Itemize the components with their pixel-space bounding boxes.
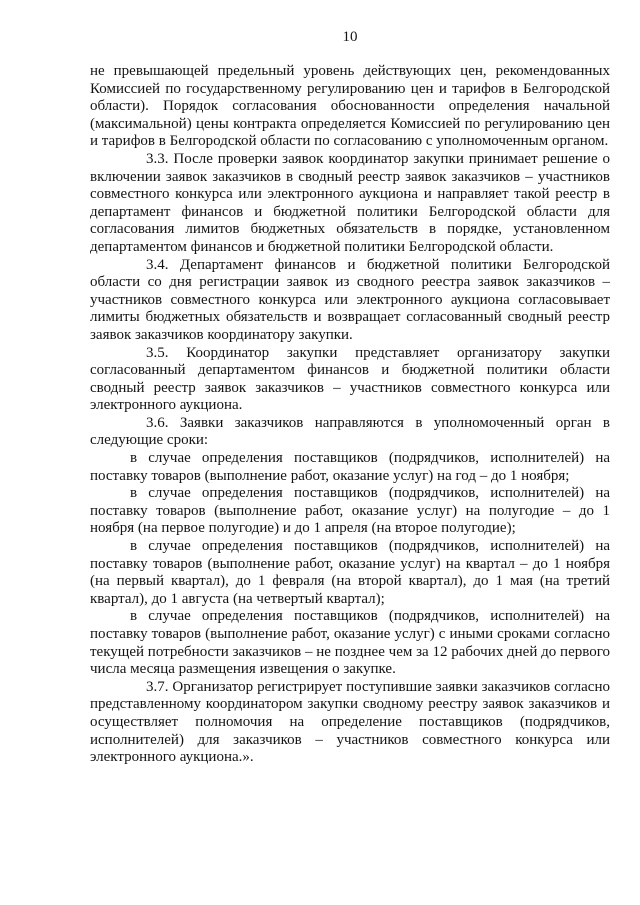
deadline-item-half-year: в случае определения поставщиков (подрядчиков, исполнителей) на поставку товаров (выполнение работ, оказание услуг) на полугодие – до 1 ноября (на первое полугодие) и до 1 апреля (на второе полугодие); — [90, 485, 610, 537]
deadline-item-other-terms: в случае определения поставщиков (подрядчиков, исполнителей) на поставку товаров (выполнение работ, оказание услуг) с иными сроками согласно текущей потребности заказчиков – не позднее чем за 12 рабочих дней до первого числа месяца размещения извещения о закупке. — [90, 608, 610, 678]
deadline-item-year: в случае определения поставщиков (подрядчиков, исполнителей) на поставку товаров (выполнение работ, оказание услуг) на год – до 1 ноября; — [90, 450, 610, 484]
paragraph-3-5: 3.5. Координатор закупки представляет организатору закупки согласованный департаментом финансов и бюджетной политики области сводный реестр заявок заказчиков – участников совместного конкурса или электронного аукциона. — [90, 344, 610, 414]
deadline-item-quarter: в случае определения поставщиков (подрядчиков, исполнителей) на поставку товаров (выполнение работ, оказание услуг) на квартал – до 1 ноября (на первый квартал), до 1 февраля (на второй квартал), до 1 мая (на третий квартал), до 1 августа (на четвертый квартал); — [90, 538, 610, 607]
paragraph-price-continuation: не превышающей предельный уровень действующих цен, рекомендованных Комиссией по государственному регулированию цен и тарифов в Белгородской области). Порядок согласования обоснованности определения начальной (максимальной) цены контракта определяется Комиссией по регулированию цен и тарифов в Белгородской области по согласованию с уполномоченным органом. — [90, 63, 610, 150]
paragraph-3-4: 3.4. Департамент финансов и бюджетной политики Белгородской области со дня регистрации заявок из сводного реестра заявок заказчиков – участников совместного конкурса или электронного аукциона согласовывает лимиты бюджетных обязательств и возвращает согласованный сводный реестр заявок заказчиков координатору закупки. — [90, 256, 610, 343]
document-body — [90, 63, 610, 767]
page-number: 10 — [342, 29, 358, 45]
paragraph-3-3: 3.3. После проверки заявок координатор закупки принимает решение о включении заявок заказчиков в сводный реестр заявок заказчиков – участников совместного конкурса или электронного аукциона и направляет такой реестр в департамент финансов и бюджетной политики Белгородской области для согласования лимитов бюджетных обязательств в порядке, установленном департаментом финансов и бюджетной политики Белгородской области. — [90, 150, 610, 255]
paragraph-3-6: 3.6. Заявки заказчиков направляются в уполномоченный орган в следующие сроки: — [90, 414, 610, 449]
paragraph-3-7: 3.7. Организатор регистрирует поступившие заявки заказчиков согласно представленному координатором закупки сводному реестру заявок заказчиков и осуществляет полномочия на определение поставщиков (подрядчиков, исполнителей) для заказчиков – участников совместного конкурса или электронного аукциона.». — [90, 678, 610, 766]
